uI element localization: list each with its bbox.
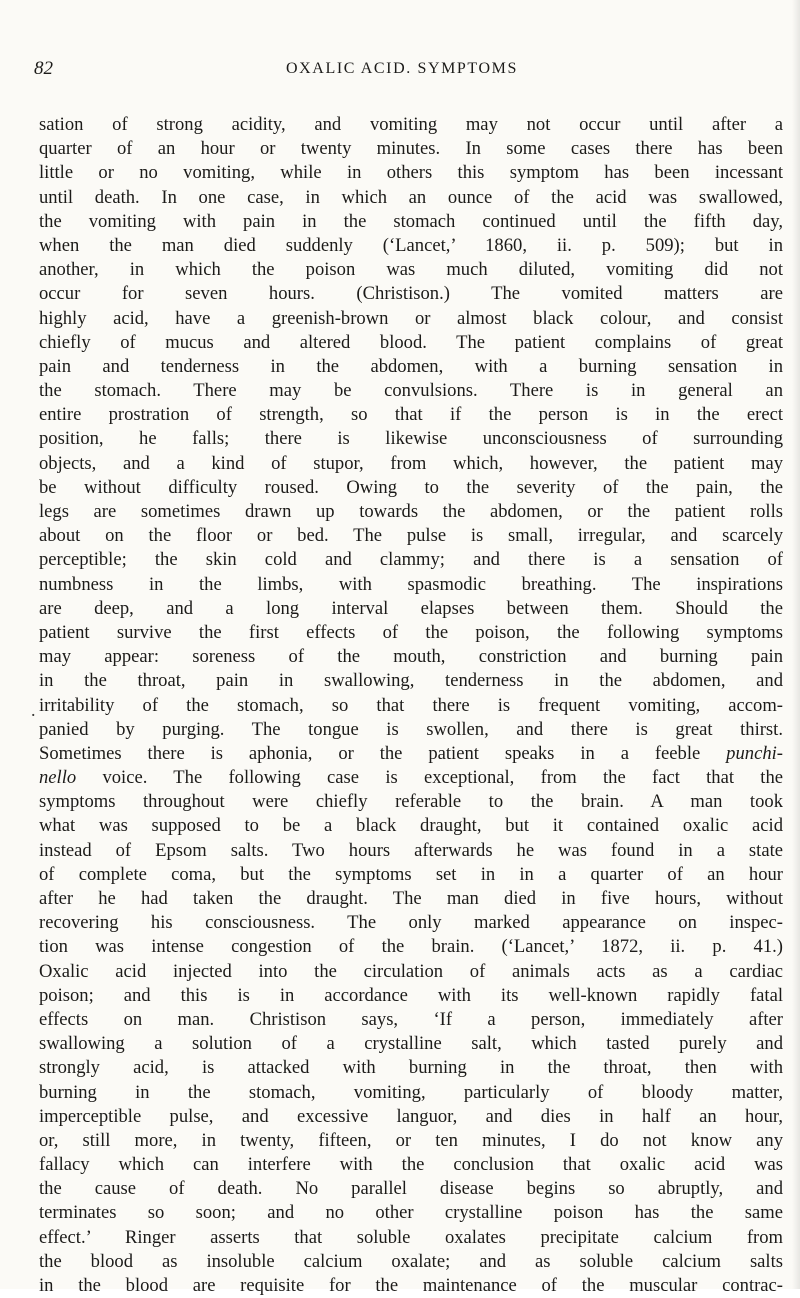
page-edge-shadow: [792, 0, 800, 1289]
text-line: entire prostration of strength, so that if the person is in the erect: [39, 404, 783, 426]
text-line: what was supposed to be a black draught, but it contained oxalic acid: [39, 815, 783, 837]
text-line: the vomiting with pain in the stomach continued until the fifth day,: [39, 210, 783, 232]
text-line: chiefly of mucus and altered blood. The patient complains of great: [39, 331, 783, 353]
text-line: burning in the stomach, vomiting, particularly of bloody matter,: [39, 1081, 783, 1103]
text-line: quarter of an hour or twenty minutes. In some cases there has been: [39, 138, 783, 160]
text-line: panied by purging. The tongue is swollen, and there is great thirst.: [39, 718, 783, 740]
text-segment: Sometimes there is aphonia, or the patient speaks in a feeble: [39, 742, 701, 764]
text-line: about on the floor or bed. The pulse is small, irregular, and scarcely: [39, 525, 783, 547]
text-line: numbness in the limbs, with spasmodic breathing. The inspirations: [39, 573, 783, 595]
italic-word: nello: [39, 767, 77, 789]
text-line: effect.’ Ringer asserts that soluble oxalates precipitate calcium from: [39, 1226, 783, 1248]
text-line: are deep, and a long interval elapses between them. Should the: [39, 597, 783, 619]
text-line: Oxalic acid injected into the circulation of animals acts as a cardiac: [39, 960, 783, 982]
italic-word: punchi-: [726, 742, 783, 764]
text-line: strongly acid, is attacked with burning in the throat, then with: [39, 1057, 783, 1079]
text-line: irritability of the stomach, so that there is frequent vomiting, accom-: [39, 694, 783, 716]
text-line: symptoms throughout were chiefly referable to the brain. A man took: [39, 791, 783, 813]
text-line-with-italic: [39, 742, 783, 766]
text-line-with-italic: [39, 766, 783, 790]
page-number: 82: [34, 58, 53, 79]
page-header: [34, 58, 770, 82]
text-line: poison; and this is in accordance with its well-known rapidly fatal: [39, 984, 783, 1006]
text-line: or, still more, in twenty, fifteen, or ten minutes, I do not know any: [39, 1129, 783, 1151]
text-line: fallacy which can interfere with the conclusion that oxalic acid was: [39, 1154, 783, 1176]
text-line: position, he falls; there is likewise unconsciousness of surrounding: [39, 428, 783, 450]
text-line: legs are sometimes drawn up towards the abdomen, or the patient rolls: [39, 501, 783, 522]
text-line: when the man died suddenly (‘Lancet,’ 1860, ii. p. 509); but in: [39, 234, 783, 256]
text-line: pain and tenderness in the abdomen, with a burning sensation in: [39, 355, 783, 377]
running-head: OXALIC ACID. SYMPTOMS: [285, 60, 518, 77]
text-line: little or no vomiting, while in others this symptom has been incessant: [39, 162, 783, 184]
text-segment: voice. The following case is exceptional, from the fact that the: [76, 767, 783, 789]
text-line: in the blood are requisite for the maintenance of the muscular contrac-: [39, 1275, 783, 1296]
text-line: until death. In one case, in which an ounce of the acid was swallowed,: [39, 186, 783, 208]
text-line: tion was intense congestion of the brain. (‘Lancet,’ 1872, ii. p. 41.): [39, 936, 783, 958]
text-line: instead of Epsom salts. Two hours afterwards he was found in a state: [39, 839, 783, 861]
text-line: sation of strong acidity, and vomiting may not occur until after a: [39, 114, 783, 135]
text-line: in the throat, pain in swallowing, tenderness in the abdomen, and: [39, 670, 783, 692]
text-line: objects, and a kind of stupor, from which, however, the patient may: [39, 452, 783, 474]
text-line: another, in which the poison was much diluted, vomiting did not: [39, 259, 783, 281]
text-line: the stomach. There may be convulsions. There is in general an: [39, 380, 783, 402]
text-line: be without difficulty roused. Owing to the severity of the pain, the: [39, 476, 783, 498]
text-line: after he had taken the draught. The man died in five hours, without: [39, 888, 783, 909]
text-line: terminates so soon; and no other crystalline poison has the same: [39, 1202, 783, 1224]
body-text: [39, 113, 783, 1298]
text-line: may appear: soreness of the mouth, constriction and burning pain: [39, 646, 783, 668]
text-line: occur for seven hours. (Christison.) The vomited matters are: [39, 283, 783, 305]
text-line: recovering his consciousness. The only marked appearance on inspec-: [39, 912, 783, 934]
margin-mark: .: [31, 700, 36, 720]
text-line: the blood as insoluble calcium oxalate; and as soluble calcium salts: [39, 1250, 783, 1272]
text-line: imperceptible pulse, and excessive languor, and dies in half an hour,: [39, 1105, 783, 1127]
text-line: effects on man. Christison says, ‘If a person, immediately after: [39, 1008, 783, 1030]
text-line: of complete coma, but the symptoms set in in a quarter of an hour: [39, 863, 783, 885]
text-line: patient survive the first effects of the poison, the following symptoms: [39, 621, 783, 643]
text-line: perceptible; the skin cold and clammy; and there is a sensation of: [39, 549, 783, 571]
text-line: swallowing a solution of a crystalline salt, which tasted purely and: [39, 1033, 783, 1055]
text-line: the cause of death. No parallel disease begins so abruptly, and: [39, 1178, 783, 1200]
text-line: highly acid, have a greenish-brown or almost black colour, and consist: [39, 307, 783, 329]
